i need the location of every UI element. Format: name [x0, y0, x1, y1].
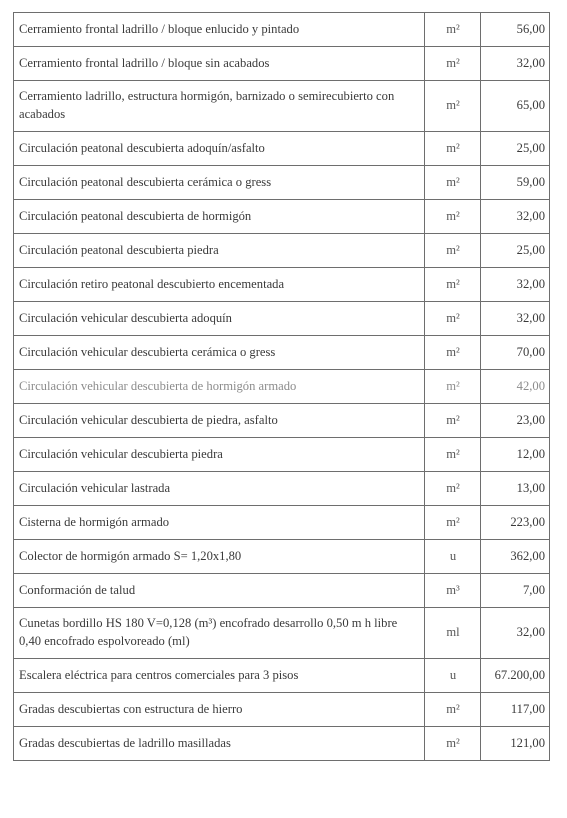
row-unit: m² — [425, 693, 481, 727]
table-row — [14, 336, 550, 370]
row-value: 32,00 — [481, 268, 550, 302]
table-row — [14, 268, 550, 302]
row-unit: m² — [425, 166, 481, 200]
row-value: 65,00 — [481, 81, 550, 132]
row-value: 121,00 — [481, 727, 550, 761]
row-unit: m² — [425, 370, 481, 404]
row-unit: m² — [425, 404, 481, 438]
table-row — [14, 438, 550, 472]
row-description: Circulación peatonal descubierta de hormigón — [14, 200, 425, 234]
row-description: Circulación vehicular descubierta piedra — [14, 438, 425, 472]
table-row — [14, 608, 550, 659]
row-description: Cerramiento frontal ladrillo / bloque sin acabados — [14, 47, 425, 81]
row-value: 7,00 — [481, 574, 550, 608]
row-description: Colector de hormigón armado S= 1,20x1,80 — [14, 540, 425, 574]
row-description: Circulación vehicular lastrada — [14, 472, 425, 506]
row-description: Cunetas bordillo HS 180 V=0,128 (m³) encofrado desarrollo 0,50 m h libre 0,40 encofrado espolvoreado (ml) — [14, 608, 425, 659]
row-description: Gradas descubiertas de ladrillo masilladas — [14, 727, 425, 761]
row-description: Conformación de talud — [14, 574, 425, 608]
row-unit: u — [425, 659, 481, 693]
row-value: 67.200,00 — [481, 659, 550, 693]
row-description: Escalera eléctrica para centros comerciales para 3 pisos — [14, 659, 425, 693]
table-row — [14, 540, 550, 574]
row-unit: m² — [425, 81, 481, 132]
row-unit: m² — [425, 438, 481, 472]
row-unit: ml — [425, 608, 481, 659]
table-row — [14, 234, 550, 268]
row-description: Circulación vehicular descubierta adoquín — [14, 302, 425, 336]
row-description: Gradas descubiertas con estructura de hierro — [14, 693, 425, 727]
row-unit: m² — [425, 234, 481, 268]
row-unit: m² — [425, 268, 481, 302]
row-value: 59,00 — [481, 166, 550, 200]
row-description: Cerramiento ladrillo, estructura hormigón, barnizado o semirecubierto con acabados — [14, 81, 425, 132]
table-row — [14, 472, 550, 506]
row-description: Circulación vehicular descubierta de piedra, asfalto — [14, 404, 425, 438]
table-row — [14, 132, 550, 166]
row-unit: m² — [425, 336, 481, 370]
row-unit: m² — [425, 132, 481, 166]
row-value: 32,00 — [481, 47, 550, 81]
table-row — [14, 574, 550, 608]
row-unit: m² — [425, 200, 481, 234]
table-row — [14, 302, 550, 336]
row-value: 12,00 — [481, 438, 550, 472]
unit-price-table — [13, 12, 550, 761]
row-value: 117,00 — [481, 693, 550, 727]
row-value: 362,00 — [481, 540, 550, 574]
row-unit: u — [425, 540, 481, 574]
row-unit: m² — [425, 472, 481, 506]
row-unit: m² — [425, 302, 481, 336]
row-unit: m² — [425, 727, 481, 761]
table-row — [14, 81, 550, 132]
table-row — [14, 727, 550, 761]
row-description: Circulación vehicular descubierta cerámica o gress — [14, 336, 425, 370]
row-value: 223,00 — [481, 506, 550, 540]
row-value: 32,00 — [481, 608, 550, 659]
row-value: 56,00 — [481, 13, 550, 47]
table-body — [14, 13, 550, 761]
table-row — [14, 506, 550, 540]
row-value: 42,00 — [481, 370, 550, 404]
row-description: Circulación peatonal descubierta adoquín/asfalto — [14, 132, 425, 166]
table-row — [14, 693, 550, 727]
row-value: 32,00 — [481, 302, 550, 336]
row-unit: m² — [425, 506, 481, 540]
row-unit: m³ — [425, 574, 481, 608]
table-row — [14, 13, 550, 47]
row-description: Circulación retiro peatonal descubierto encementada — [14, 268, 425, 302]
table-row — [14, 47, 550, 81]
row-value: 32,00 — [481, 200, 550, 234]
row-description: Circulación vehicular descubierta de hormigón armado — [14, 370, 425, 404]
row-value: 25,00 — [481, 234, 550, 268]
row-description: Cerramiento frontal ladrillo / bloque enlucido y pintado — [14, 13, 425, 47]
table-row — [14, 166, 550, 200]
row-value: 23,00 — [481, 404, 550, 438]
row-value: 13,00 — [481, 472, 550, 506]
row-unit: m² — [425, 47, 481, 81]
row-value: 25,00 — [481, 132, 550, 166]
row-value: 70,00 — [481, 336, 550, 370]
row-description: Cisterna de hormigón armado — [14, 506, 425, 540]
table-row — [14, 200, 550, 234]
row-description: Circulación peatonal descubierta piedra — [14, 234, 425, 268]
table-row — [14, 404, 550, 438]
row-description: Circulación peatonal descubierta cerámica o gress — [14, 166, 425, 200]
table-row — [14, 370, 550, 404]
table-row — [14, 659, 550, 693]
row-unit: m² — [425, 13, 481, 47]
